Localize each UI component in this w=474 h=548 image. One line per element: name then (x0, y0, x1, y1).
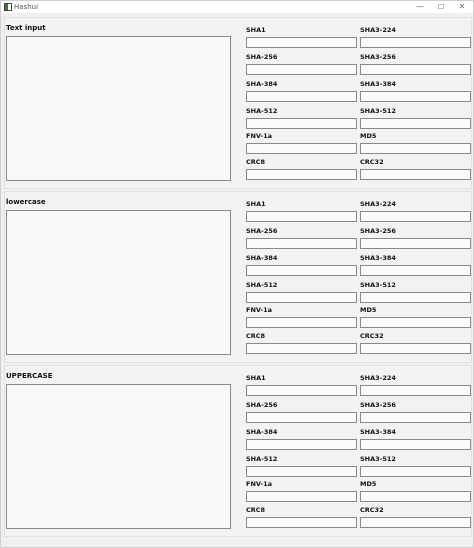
hash-label: SHA-384 (246, 80, 278, 88)
hash-label: SHA-256 (246, 227, 278, 235)
hash-label: SHA3-512 (360, 281, 396, 289)
hash-label: CRC32 (360, 506, 384, 514)
hash-label: SHA3-384 (360, 428, 396, 436)
title-bar[interactable] (1, 1, 473, 13)
hash-output-field[interactable] (360, 385, 471, 396)
hash-output-field[interactable] (246, 343, 357, 354)
hash-label: CRC8 (246, 332, 266, 340)
hash-label: SHA3-512 (360, 107, 396, 115)
hash-output-field[interactable] (360, 211, 471, 222)
hash-label: SHA-512 (246, 455, 278, 463)
hash-label: CRC8 (246, 158, 266, 166)
text-input-section (4, 17, 472, 189)
hash-output-field[interactable] (360, 64, 471, 75)
hash-output-field[interactable] (246, 292, 357, 303)
hash-output-field[interactable] (246, 412, 357, 423)
hash-output-field[interactable] (360, 317, 471, 328)
uppercase-text-area[interactable] (6, 384, 231, 529)
hash-output-field[interactable] (246, 143, 357, 154)
lowercase-section (4, 191, 472, 363)
hash-label: SHA1 (246, 374, 266, 382)
hash-label: SHA3-256 (360, 401, 396, 409)
hash-output-field[interactable] (246, 169, 357, 180)
hash-label: SHA3-224 (360, 200, 396, 208)
hash-output-field[interactable] (246, 439, 357, 450)
hash-label: SHA3-384 (360, 80, 396, 88)
hash-label: MD5 (360, 306, 377, 314)
hash-label: SHA-384 (246, 254, 278, 262)
hash-output-field[interactable] (360, 143, 471, 154)
hash-output-field[interactable] (246, 265, 357, 276)
hash-label: SHA-256 (246, 401, 278, 409)
hash-label: SHA1 (246, 200, 266, 208)
hash-output-field[interactable] (246, 37, 357, 48)
hash-output-field[interactable] (246, 238, 357, 249)
hash-output-field[interactable] (360, 466, 471, 477)
hash-label: SHA3-384 (360, 254, 396, 262)
section-label: lowercase (6, 198, 46, 206)
hash-output-field[interactable] (246, 91, 357, 102)
uppercase-section (4, 365, 472, 537)
hash-output-field[interactable] (360, 265, 471, 276)
hash-output-field[interactable] (360, 491, 471, 502)
hash-label: SHA3-256 (360, 53, 396, 61)
close-button[interactable]: ✕ (458, 2, 466, 11)
hash-output-field[interactable] (360, 91, 471, 102)
hash-output-field[interactable] (246, 491, 357, 502)
hash-output-field[interactable] (360, 292, 471, 303)
hash-output-field[interactable] (360, 517, 471, 528)
hash-label: FNV-1a (246, 306, 273, 314)
hash-output-field[interactable] (360, 238, 471, 249)
section-label: UPPERCASE (6, 372, 53, 380)
hash-label: CRC8 (246, 506, 266, 514)
hash-label: CRC32 (360, 332, 384, 340)
hash-output-field[interactable] (246, 385, 357, 396)
hash-label: FNV-1a (246, 480, 273, 488)
hash-output-field[interactable] (246, 517, 357, 528)
hash-output-field[interactable] (246, 466, 357, 477)
maximize-button[interactable]: ☐ (437, 3, 445, 11)
hash-label: SHA3-224 (360, 26, 396, 34)
section-label: Text input (6, 24, 46, 32)
app-icon (4, 3, 12, 11)
hash-label: SHA3-512 (360, 455, 396, 463)
hash-label: SHA-256 (246, 53, 278, 61)
hash-output-field[interactable] (360, 343, 471, 354)
hash-label: CRC32 (360, 158, 384, 166)
hash-output-field[interactable] (360, 439, 471, 450)
window-title: Hashui (14, 3, 39, 11)
hash-output-field[interactable] (360, 169, 471, 180)
hash-label: MD5 (360, 480, 377, 488)
hash-output-field[interactable] (246, 64, 357, 75)
hash-label: FNV-1a (246, 132, 273, 140)
hash-label: SHA-512 (246, 281, 278, 289)
hash-output-field[interactable] (246, 118, 357, 129)
hash-label: SHA1 (246, 26, 266, 34)
hash-output-field[interactable] (246, 317, 357, 328)
hash-label: SHA-512 (246, 107, 278, 115)
text-input-area[interactable] (6, 36, 231, 181)
hash-output-field[interactable] (360, 37, 471, 48)
hash-output-field[interactable] (360, 412, 471, 423)
hash-label: SHA3-256 (360, 227, 396, 235)
minimize-button[interactable]: — (416, 2, 424, 11)
hash-label: SHA-384 (246, 428, 278, 436)
hash-label: MD5 (360, 132, 377, 140)
lowercase-text-area[interactable] (6, 210, 231, 355)
hash-output-field[interactable] (246, 211, 357, 222)
hash-output-field[interactable] (360, 118, 471, 129)
hash-label: SHA3-224 (360, 374, 396, 382)
